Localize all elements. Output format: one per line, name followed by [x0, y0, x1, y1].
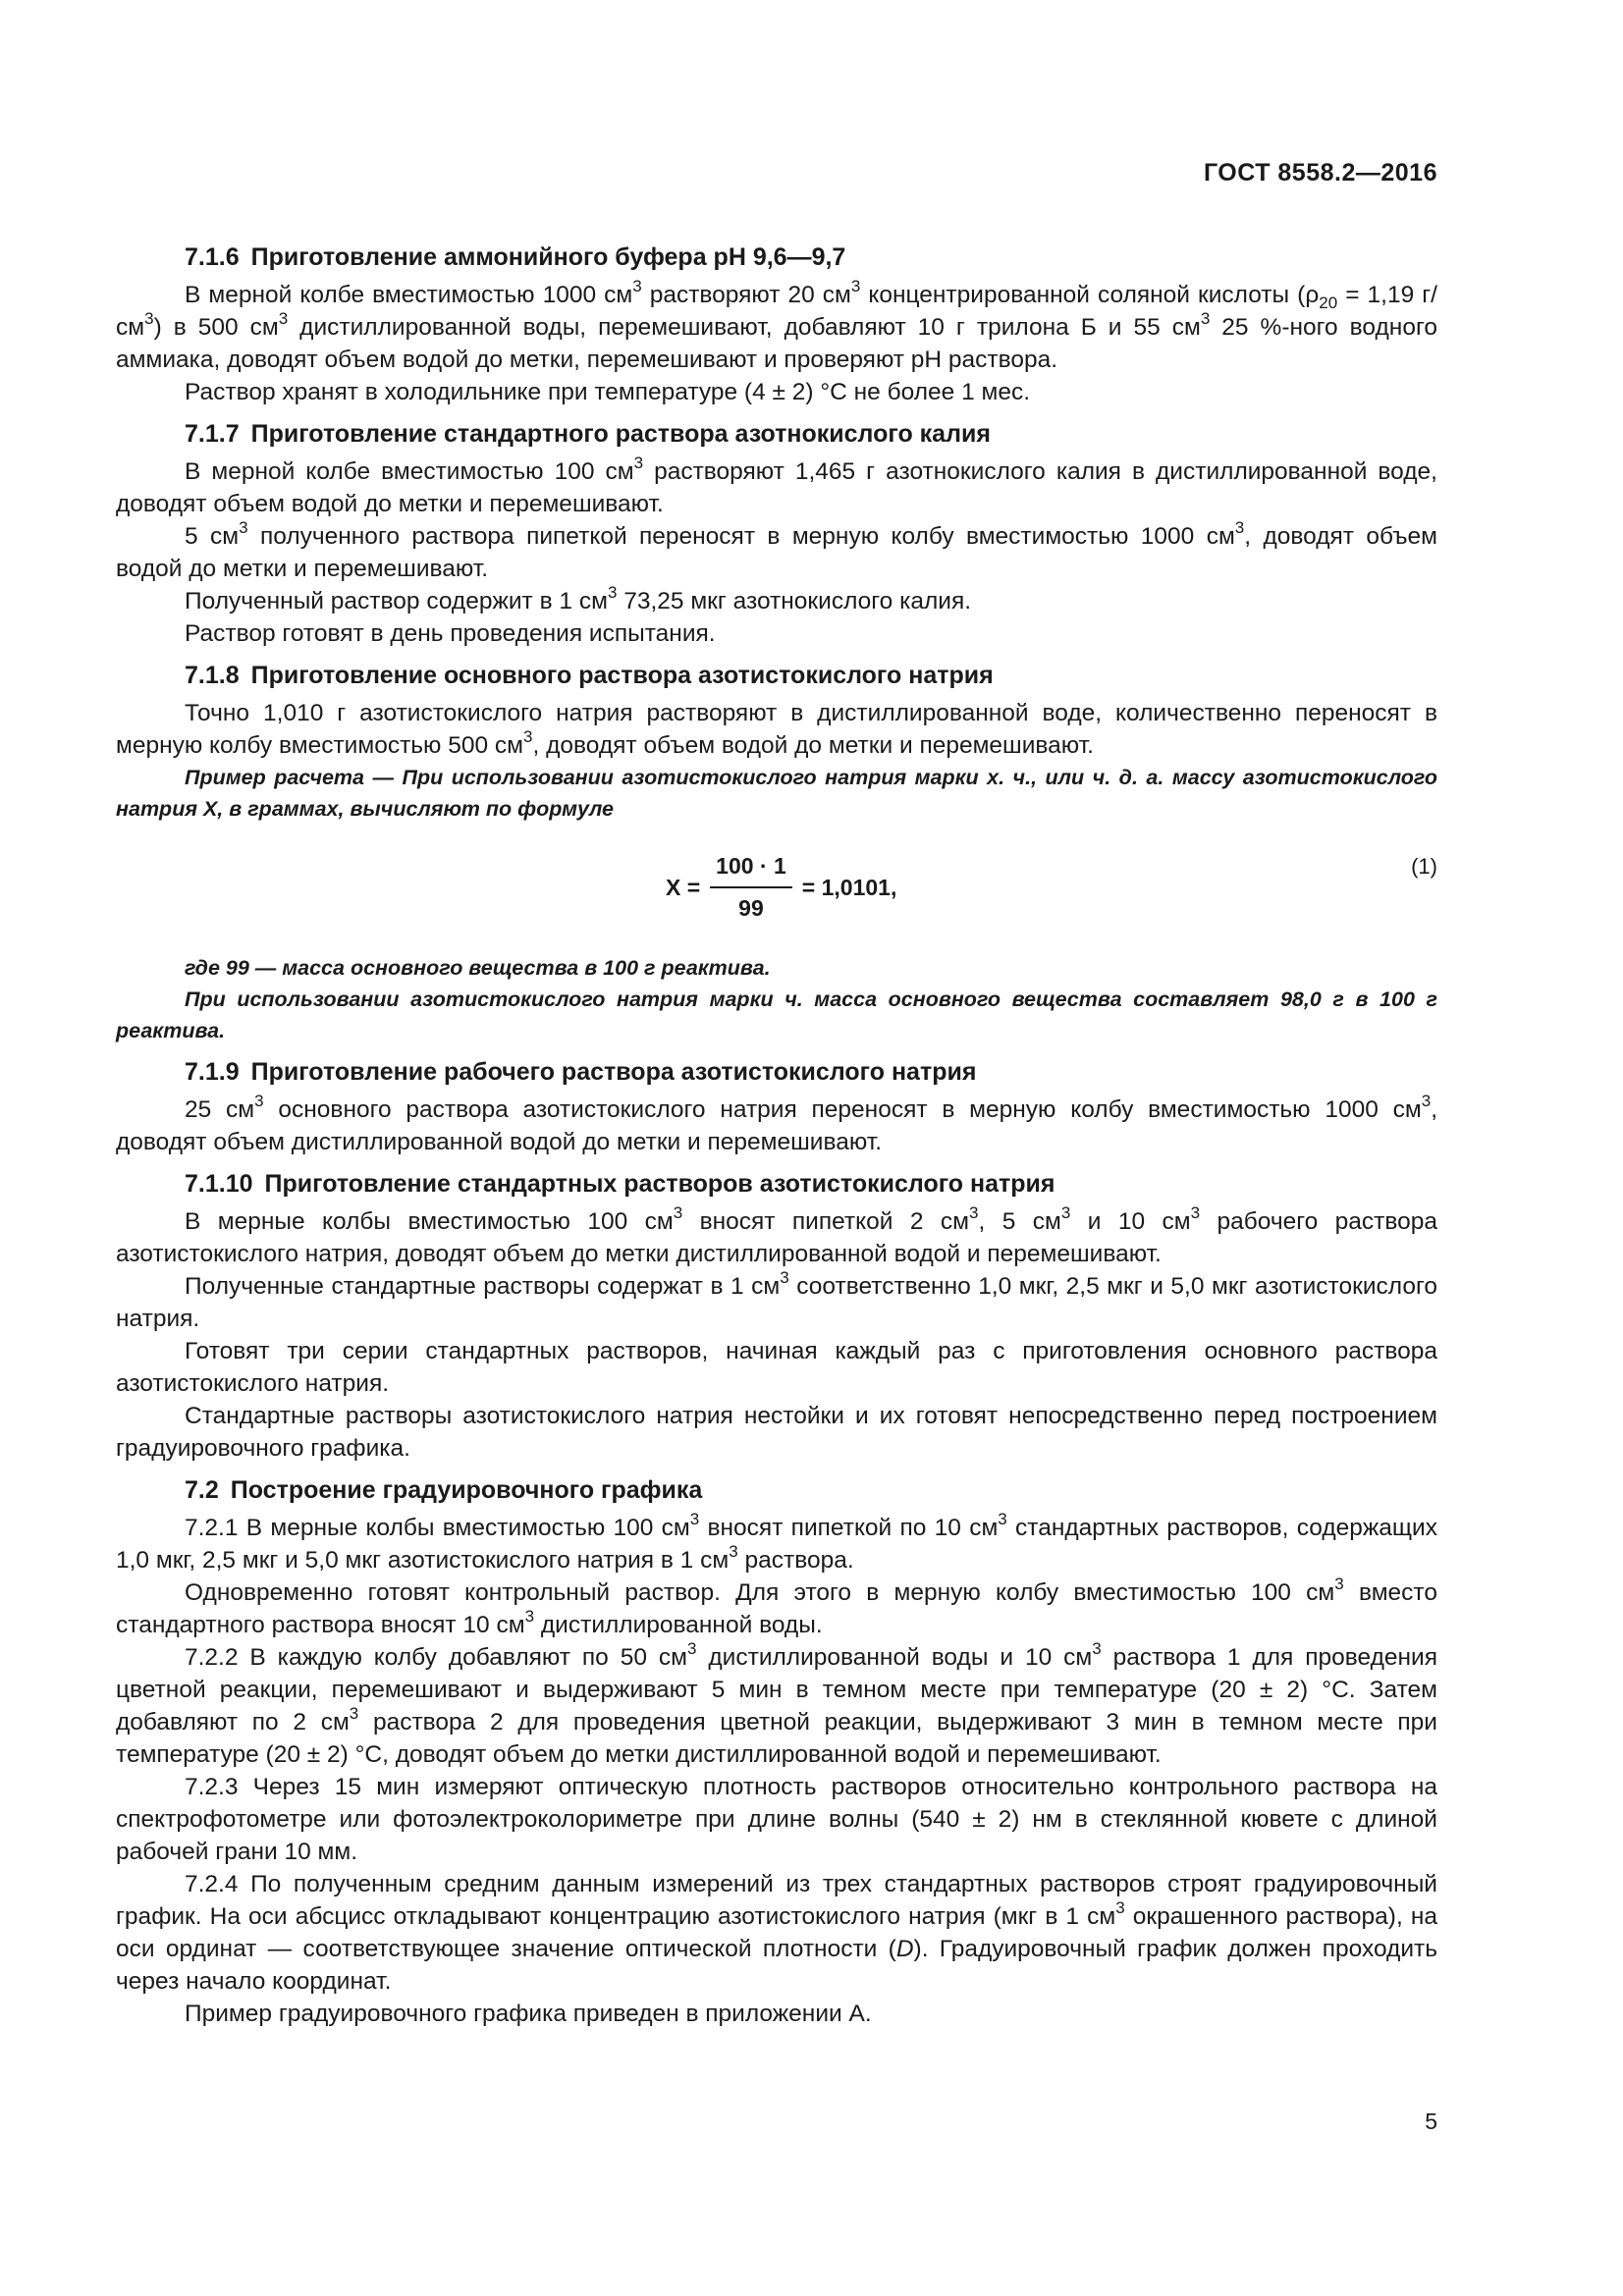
paragraph: 5 $см^3$ полученного раствора пипеткой переносят в мерную колбу вместимостью 1000 $см^3$, доводят объем водой до метки и перемешивают.	[116, 517, 1437, 582]
paragraph: 7.2.1 В мерные колбы вместимостью 100 $см^3$ вносят пипеткой по 10 $см^3$ стандартных растворов, содержащих 1,0 мкг, 2,5 мкг и 5,0 мкг азотистокислого натрия в 1 $см^3$ раствора.	[116, 1509, 1437, 1574]
section-number: 7.1.6	[185, 243, 240, 271]
paragraph: Раствор готовят в день проведения испытания.	[185, 620, 716, 647]
section-number: 7.1.7	[185, 420, 240, 448]
paragraph: 7.2.3 Через 15 мин измеряют оптическую плотность растворов относительно контрольного раствора на спектрофотометре или фотоэлектроколориметре при длине волны (540 ± 2) нм в стеклянной кювете с длиной рабочей грани 10 мм.	[116, 1774, 1437, 1865]
paragraph: Стандартные растворы азотистокислого натрия нестойки и их готовят непосредственно перед построением градуировочного графика.	[116, 1403, 1437, 1462]
formula-fraction	[710, 850, 792, 925]
paragraph: Полученные стандартные растворы содержат в 1 $см^3$ соответственно 1,0 мкг, 2,5 мкг и 5,0 мкг азотистокислого натрия.	[116, 1267, 1437, 1332]
section-heading-7-1-6	[185, 240, 1437, 275]
paragraph: 7.2.4 По полученным средним данным измерений из трех стандартных растворов строят градуировочный график. На оси абсцисс откладывают концентрацию азотистокислого натрия (мкг в 1 $см^3$ окрашенного раствора), на оси ординат — соответствующее значение оптической плотности (D). Градуировочный график должен проходить через начало координат.	[116, 1871, 1438, 1995]
section-heading-7-1-8	[185, 658, 1437, 693]
section-number: 7.1.9	[185, 1058, 240, 1086]
paragraph: Одновременно готовят контрольный раствор. Для этого в мерную колбу вместимостью 100 $см^3$ вместо стандартного раствора вносят 10 $см^3$ дистиллированной воды.	[116, 1574, 1438, 1638]
paragraph: В мерной колбе вместимостью 100 $см^3$ растворяют 1,465 г азотнокислого калия в дистиллированной воде, доводят объем водой до метки и перемешивают.	[116, 453, 1437, 517]
paragraph: Раствор хранят в холодильнике при температуре (4 ± 2) °С не более 1 мес.	[185, 379, 1031, 405]
paragraph: Готовят три серии стандартных растворов, начиная каждый раз с приготовления основного раствора азотистокислого натрия.	[116, 1338, 1437, 1397]
section-number: 7.1.10	[185, 1170, 253, 1198]
section-title: Приготовление аммонийного буфера рН 9,6—9,7	[250, 243, 846, 271]
section-title: Приготовление рабочего раствора азотистокислого натрия	[250, 1058, 977, 1086]
section-heading-7-1-9	[185, 1054, 1437, 1090]
formula-denominator: 99	[738, 895, 764, 921]
formula-numerator: 100 · 1	[710, 850, 792, 888]
formula-1	[116, 838, 1437, 946]
paragraph: Точно 1,010 г азотистокислого натрия растворяют в дистиллированной воде, количественно переносят в мерную колбу вместимостью 500 $см^3$, доводят объем водой до метки и перемешивают.	[116, 700, 1437, 759]
paragraph: В мерные колбы вместимостью 100 $см^3$ вносят пипеткой 2 $см^3$, 5 $см^3$ и 10 $см^3$ рабочего раствора азотистокислого натрия, доводят объем до метки дистиллированной водой и перемешивают.	[116, 1202, 1437, 1267]
paragraph: В мерной колбе вместимостью 1000 $см^3$ растворяют 20 $см^3$ концентрированной соляной кислоты ($\rho_{20} = 1,19$ $г/см^3$) в 500 $см^3$ дистиллированной воды, перемешивают, добавляют 10 г трилона Б и 55 $см^3$ 25 %-ного водного аммиака, доводят объем водой до метки, перемешивают и проверяют рН раствора.	[116, 276, 1437, 373]
section-heading-7-2	[185, 1472, 1437, 1508]
section-heading-7-1-7	[185, 416, 1437, 452]
document-body	[116, 232, 1437, 2030]
formula-rhs: = 1,0101,	[801, 874, 897, 900]
paragraph: Пример градуировочного графика приведен в приложении А.	[185, 2001, 872, 2027]
document-page	[116, 0, 1437, 2296]
section-title: Приготовление стандартных растворов азотистокислого натрия	[264, 1170, 1055, 1198]
section-title: Построение градуировочного графика	[230, 1476, 703, 1504]
paragraph: 7.2.2 В каждую колбу добавляют по 50 $см^3$ дистиллированной воды и 10 $см^3$ раствора 1 для проведения цветной реакции, перемешивают и выдерживают 5 мин в темном месте при температуре (20 ± 2) °С. Затем добавляют по 2 $см^3$ раствора 2 для проведения цветной реакции, выдерживают 3 мин в темном месте при температуре (20 ± 2) °С, доводят объем до метки дистиллированной водой и перемешивают.	[116, 1638, 1438, 1768]
section-title: Приготовление основного раствора азотистокислого натрия	[250, 662, 994, 689]
calculation-example: Пример расчета — При использовании азотистокислого натрия марки х. ч., или ч. д. а. массу азотистокислого натрия X, в граммах, вычисляют по формуле	[116, 766, 1437, 821]
grade-note: При использовании азотистокислого натрия марки ч. масса основного вещества составляет 98,0 г в 100 г реактива.	[116, 988, 1437, 1042]
equation-number: (1)	[1411, 854, 1437, 879]
paragraph: Полученный раствор содержит в 1 $см^3$ 73,25 мкг азотнокислого калия.	[185, 582, 972, 614]
formula-where-note: где 99 — масса основного вещества в 100 г реактива.	[185, 956, 771, 980]
section-number: 7.2	[185, 1476, 219, 1504]
formula-lhs: X =	[666, 874, 701, 900]
page-number: 5	[1425, 2109, 1437, 2134]
formula-expression	[666, 850, 896, 925]
section-heading-7-1-10	[185, 1166, 1437, 1201]
section-title: Приготовление стандартного раствора азотнокислого калия	[250, 420, 991, 448]
paragraph: 25 $см^3$ основного раствора азотистокислого натрия переносят в мерную колбу вместимостью 1000 $см^3$, доводят объем дистиллированной водой до метки и перемешивают.	[116, 1091, 1438, 1155]
document-code: ГОСТ 8558.2—2016	[1203, 159, 1437, 187]
section-number: 7.1.8	[185, 662, 240, 689]
